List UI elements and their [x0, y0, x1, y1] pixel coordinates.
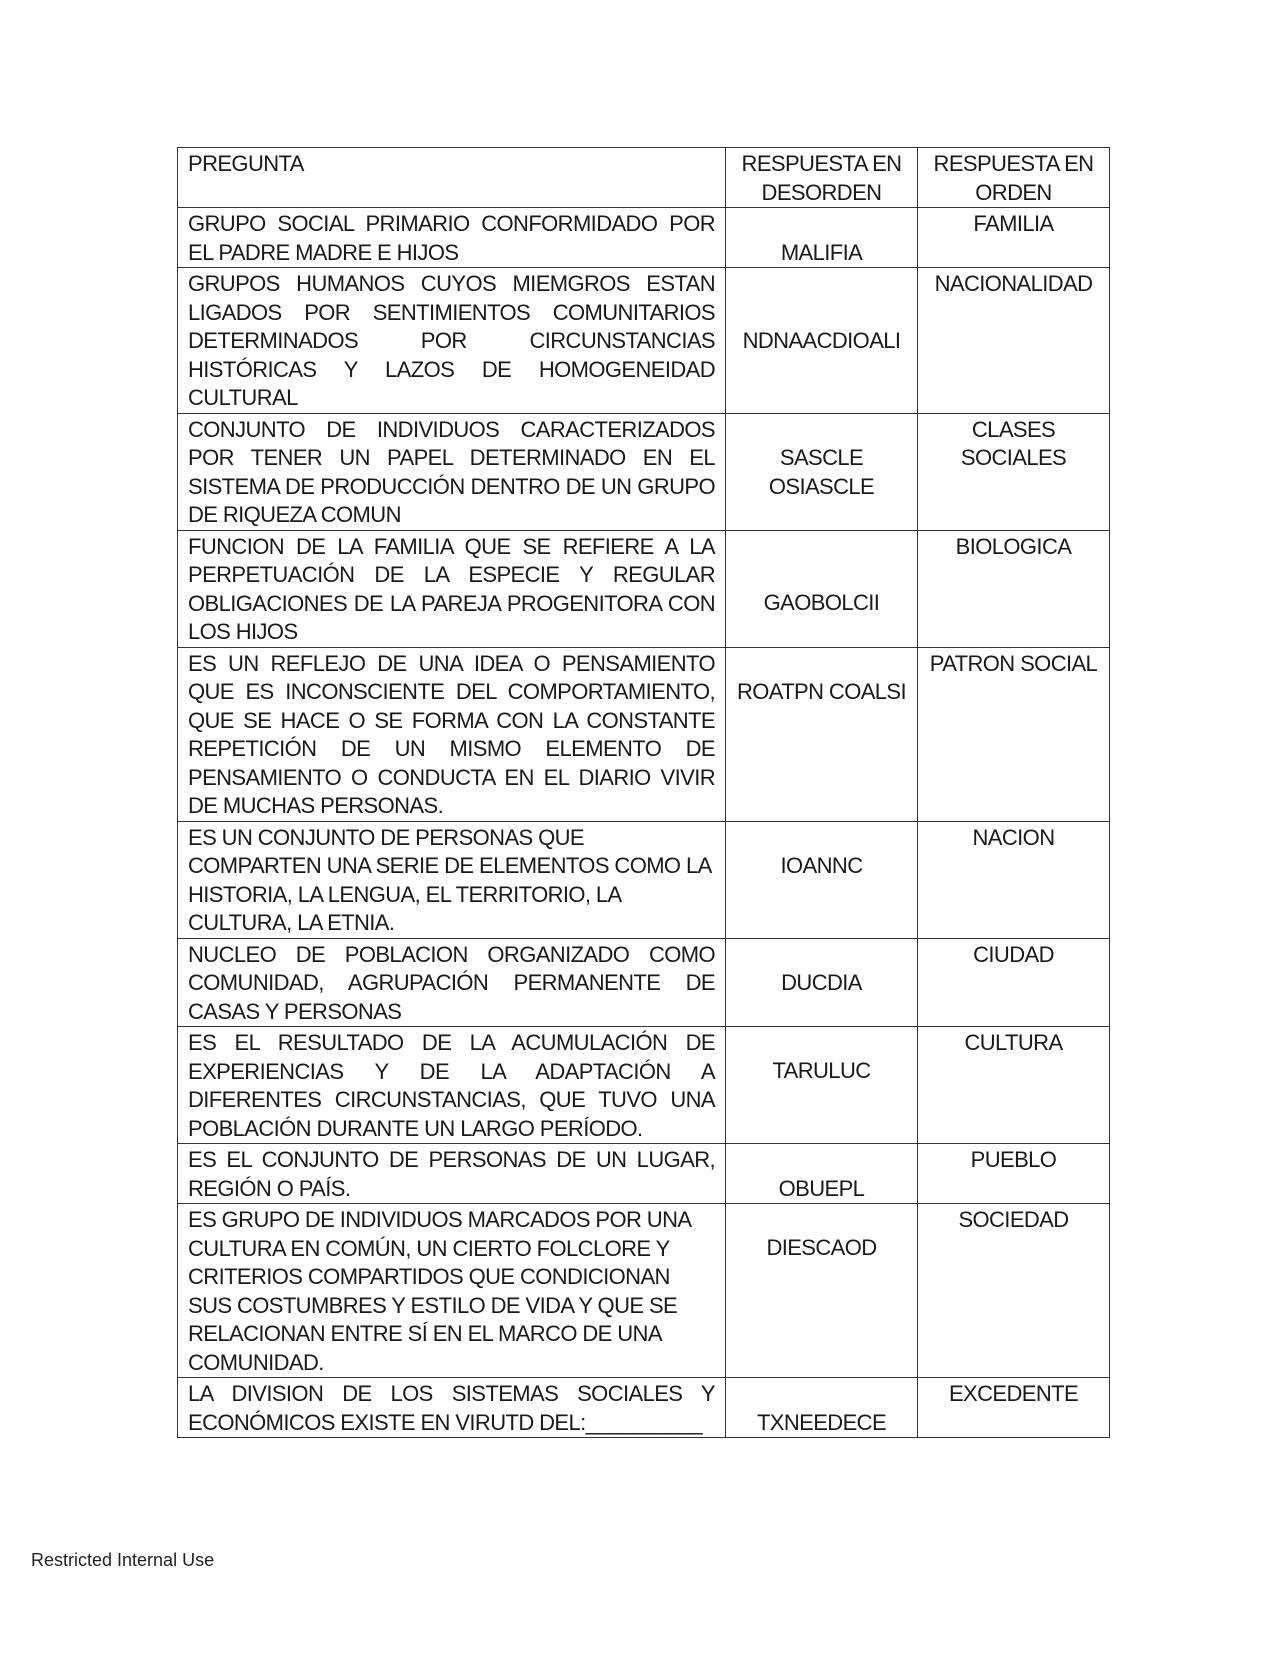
table-header-row: [178, 148, 1110, 208]
question-cell: ES EL RESULTADO DE LA ACUMULACIÓN DE EXPERIENCIAS Y DE LA ADAPTACIÓN A DIFERENTES CIRCUNSTANCIAS, QUE TUVO UNA POBLACIÓN DURANTE UN LARGO PERÍODO.: [178, 1027, 726, 1144]
ordered-answer-cell: PUEBLO: [918, 1144, 1110, 1204]
header-respuesta-orden: RESPUESTA EN ORDEN: [918, 148, 1110, 208]
question-cell: ES UN CONJUNTO DE PERSONAS QUE COMPARTEN UNA SERIE DE ELEMENTOS COMO LA HISTORIA, LA LENGUA, EL TERRITORIO, LA CULTURA, LA ETNIA.: [178, 821, 726, 938]
question-cell: GRUPOS HUMANOS CUYOS MIEMGROS ESTAN LIGADOS POR SENTIMIENTOS COMUNITARIOS DETERMINADOS POR CIRCUNSTANCIAS HISTÓRICAS Y LAZOS DE HOMOGENEIDAD CULTURAL: [178, 268, 726, 414]
table-row: [178, 1378, 1110, 1438]
scrambled-answer-cell: ROATPN COALSI: [726, 647, 918, 821]
scrambled-answer-cell: GAOBOLCII: [726, 530, 918, 647]
question-cell: ES EL CONJUNTO DE PERSONAS DE UN LUGAR, REGIÓN O PAÍS.: [178, 1144, 726, 1204]
question-cell: ES UN REFLEJO DE UNA IDEA O PENSAMIENTO QUE ES INCONSCIENTE DEL COMPORTAMIENTO, QUE SE HACE O SE FORMA CON LA CONSTANTE REPETICIÓN DE UN MISMO ELEMENTO DE PENSAMIENTO O CONDUCTA EN EL DIARIO VIVIR DE MUCHAS PERSONAS.: [178, 647, 726, 821]
ordered-answer-cell: CULTURA: [918, 1027, 1110, 1144]
ordered-answer-cell: SOCIEDAD: [918, 1204, 1110, 1378]
ordered-answer-cell: NACIONALIDAD: [918, 268, 1110, 414]
ordered-answer-cell: EXCEDENTE: [918, 1378, 1110, 1438]
scrambled-answer-cell: OBUEPL: [726, 1144, 918, 1204]
classification-footer: Restricted Internal Use: [31, 1550, 215, 1570]
table-row: [178, 647, 1110, 821]
scrambled-answer-cell: DIESCAOD: [726, 1204, 918, 1378]
question-cell: CONJUNTO DE INDIVIDUOS CARACTERIZADOS POR TENER UN PAPEL DETERMINADO EN EL SISTEMA DE PRODUCCIÓN DENTRO DE UN GRUPO DE RIQUEZA COMUN: [178, 413, 726, 530]
ordered-answer-cell: FAMILIA: [918, 208, 1110, 268]
scrambled-answer-cell: IOANNC: [726, 821, 918, 938]
quiz-table: [177, 147, 1110, 1438]
scrambled-answer-cell: TXNEEDECE: [726, 1378, 918, 1438]
question-cell: LA DIVISION DE LOS SISTEMAS SOCIALES Y ECONÓMICOS EXISTE EN VIRUTD DEL:__________: [178, 1378, 726, 1438]
table-row: [178, 821, 1110, 938]
scrambled-answer-cell: SASCLE OSIASCLE: [726, 413, 918, 530]
ordered-answer-cell: BIOLOGICA: [918, 530, 1110, 647]
scrambled-answer-cell: DUCDIA: [726, 938, 918, 1027]
question-cell: GRUPO SOCIAL PRIMARIO CONFORMIDADO POR EL PADRE MADRE E HIJOS: [178, 208, 726, 268]
scrambled-answer-cell: MALIFIA: [726, 208, 918, 268]
question-cell: ES GRUPO DE INDIVIDUOS MARCADOS POR UNA CULTURA EN COMÚN, UN CIERTO FOLCLORE Y CRITERIOS COMPARTIDOS QUE CONDICIONAN SUS COSTUMBRES Y ESTILO DE VIDA Y QUE SE RELACIONAN ENTRE SÍ EN EL MARCO DE UNA COMUNIDAD.: [178, 1204, 726, 1378]
ordered-answer-cell: NACION: [918, 821, 1110, 938]
table-row: [178, 268, 1110, 414]
question-cell: NUCLEO DE POBLACION ORGANIZADO COMO COMUNIDAD, AGRUPACIÓN PERMANENTE DE CASAS Y PERSONAS: [178, 938, 726, 1027]
ordered-answer-cell: CLASES SOCIALES: [918, 413, 1110, 530]
table-row: [178, 413, 1110, 530]
scrambled-answer-cell: TARULUC: [726, 1027, 918, 1144]
table-row: [178, 208, 1110, 268]
header-pregunta: PREGUNTA: [178, 148, 726, 208]
question-cell: FUNCION DE LA FAMILIA QUE SE REFIERE A LA PERPETUACIÓN DE LA ESPECIE Y REGULAR OBLIGACIONES DE LA PAREJA PROGENITORA CON LOS HIJOS: [178, 530, 726, 647]
table-row: [178, 1144, 1110, 1204]
scrambled-answer-cell: NDNAACDIOALI: [726, 268, 918, 414]
table-row: [178, 530, 1110, 647]
table-row: [178, 1204, 1110, 1378]
table-row: [178, 1027, 1110, 1144]
header-respuesta-desorden: RESPUESTA EN DESORDEN: [726, 148, 918, 208]
ordered-answer-cell: CIUDAD: [918, 938, 1110, 1027]
table-row: [178, 938, 1110, 1027]
ordered-answer-cell: PATRON SOCIAL: [918, 647, 1110, 821]
